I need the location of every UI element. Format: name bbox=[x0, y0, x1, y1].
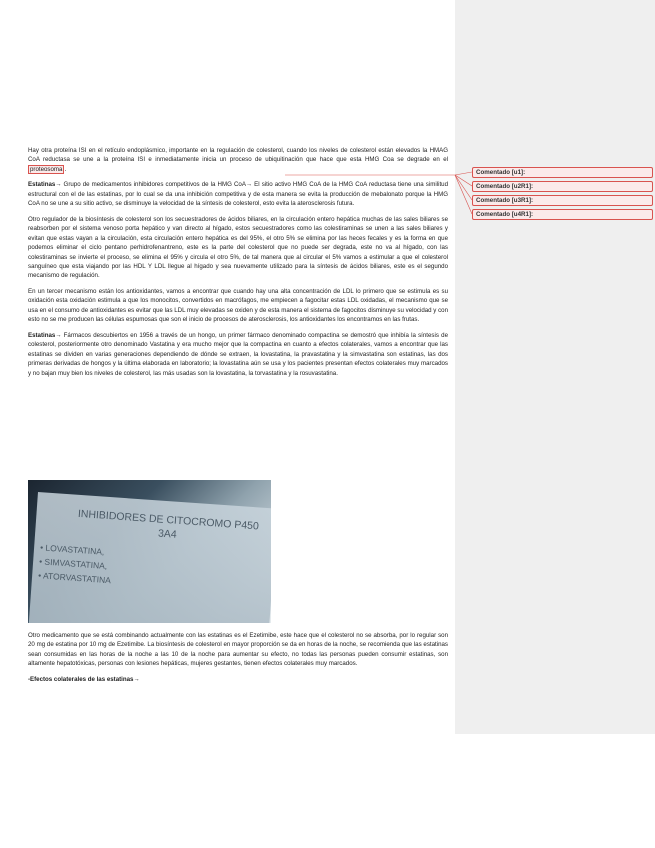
paragraph-efectos bbox=[28, 675, 448, 684]
slide-photo bbox=[28, 480, 271, 623]
heading-efectos-colaterales: -Efectos colaterales de las estatinas→ bbox=[28, 675, 140, 683]
slide-list bbox=[38, 540, 114, 587]
body-text bbox=[28, 146, 448, 384]
paragraph-ezetimibe bbox=[28, 631, 448, 669]
paragraph-estatinas-1 bbox=[28, 180, 448, 208]
comment-u3r1[interactable]: Comentado [u3R1]: bbox=[472, 195, 653, 206]
term-estatinas: Estatinas bbox=[28, 331, 56, 339]
paragraph-text: Otro regulador de la biosíntesis de colesterol son los secuestradores de ácidos biliares, en la circulación entero hepática muchas de las sales biliares se reabsorben por el sistema venoso porta hepático y van directo al hígado, estos secuestradores como las colestiraminas se unen a las sales biliares y evitan que estas vayan a la circulación, esta circulación entero hepática es del 95%, el otro 5% se elimina por las heces fecales y es la forma en que podemos eliminar el ciclo pentano perhidrofenantreno, este es la parte del colesterol que no puede ser degrada, este no va al hígado, con las colestiraminas se invierte el proceso, se elimina el 95% y circula el otro 5%, de tal manera que al circular el 5% vamos a estimular a que el colesterol sanguíneo que esta viajando por las HDL Y LDL llegue al hígado y sea nuevamente utilizado para la síntesis de ácidos biliares, este es el segundo mecanismo de regulación. bbox=[28, 215, 448, 280]
paragraph-text: Otro medicamento que se está combinando actualmente con las estatinas es el Ezetimibe, este hace que el colesterol no se absorba, por lo regular son 20 mg de estatina por 10 mg de Ezetimibe. La biosíntesis de colesterol en mayor proporción se da en horas de la noche, se recomienda que las estatinas sean consumidas en las horas de la noche a las 10 de la noche para aumentar su efecto, no todas las personas pueden consumir estatinas, son altamente hepatotóxicas, personas con lesiones hepáticas, mujeres gestantes, tienen efectos colaterales muy marcados. bbox=[28, 632, 448, 668]
comment-u1[interactable]: Comentado [u1]: bbox=[472, 167, 653, 178]
paragraph-text: En un tercer mecanismo están los antioxidantes, vamos a encontrar que cuando hay una alta concentración de LDL lo primero que se estimula es su oxidación esta oxidación estimula a que los monocitos, convertidos en macrófagos, me empiecen a fagocitar estas LDL oxidadas, el mecanismo que se usa en el consumo de antioxidantes es evitar que las LDL muy elevadas se oxiden y de esta manera el sistema de fagocitos disminuye su velocidad y con esto no se me producen las células espumosas que son el inicio de procesos de aterosclerosis, los antioxidantes los encontramos en las frutas. bbox=[28, 287, 448, 324]
paragraph-text: Hay otra proteína ISI en el retículo endoplásmico, importante en la regulación de colesterol, cuando los niveles de colesterol están elevados la HMAG CoA reductasa se une a la proteína ISI e inmediatamente inicia un proceso de ubiquitinación que hace que esta HMG Coa se degrade en el bbox=[28, 147, 448, 164]
comment-u4r1[interactable]: Comentado [u4R1]: bbox=[472, 209, 653, 220]
slide-item: • SIMVASTATINA, bbox=[39, 554, 113, 573]
paragraph-text: → Grupo de medicamentos inhibidores competitivos de la HMG CoA→ El sitio activo HMG CoA de la HMG CoA reductasa tiene una similitud estructural con el de las estatinas, por lo cual se da una inhibición competitiva y de esta manera se evita la producción de mebalonato porque la HMG CoA no se une a su sitio activo, se disminuye la velocidad de la síntesis de colesterol, esto evita la aterosclerosis futura. bbox=[28, 181, 448, 208]
paragraph-estatinas-2 bbox=[28, 331, 448, 378]
paragraph-isi bbox=[28, 146, 448, 174]
paragraph-end: . bbox=[64, 165, 67, 173]
slide-item: • ATORVASTATINA bbox=[38, 568, 112, 587]
comments-pane bbox=[455, 0, 655, 734]
slide-title: INHIBIDORES DE CITOCROMO P450 3A4 bbox=[77, 507, 260, 541]
body-text-continued bbox=[28, 631, 448, 690]
paragraph-secuestradores bbox=[28, 215, 448, 281]
commented-word-highlight[interactable]: proteosoma bbox=[30, 165, 63, 173]
projected-slide bbox=[28, 492, 271, 623]
term-estatinas: Estatinas bbox=[28, 181, 56, 189]
paragraph-antioxidantes bbox=[28, 287, 448, 325]
paragraph-text: → Fármacos descubiertos en 1956 a través de un hongo, un primer fármaco denominado compactina se demostró que inhibía la síntesis de colesterol, posteriormente otro denominado Vastatina y era mucho mejor que la compactina en cuanto a efectos colaterales, vamos a encontrar que las estatinas se dividen en varias generaciones dependiendo de dónde se extraen, la lovastatina, la pravastatina y la simvastatina son estatinas, las dos primeras derivadas de hongos y la última elaborada en laboratorio; la lovastatina aún se usa y los pacientes presentan efectos colaterales muy marcados y no bajan muy bien los niveles de colesterol, las más usadas son la lovastatina, la torvastatina y la rosuvastatina. bbox=[28, 331, 448, 377]
slide-item: • LOVASTATINA, bbox=[40, 540, 114, 559]
comment-u2r1[interactable]: Comentado [u2R1]: bbox=[472, 181, 653, 192]
